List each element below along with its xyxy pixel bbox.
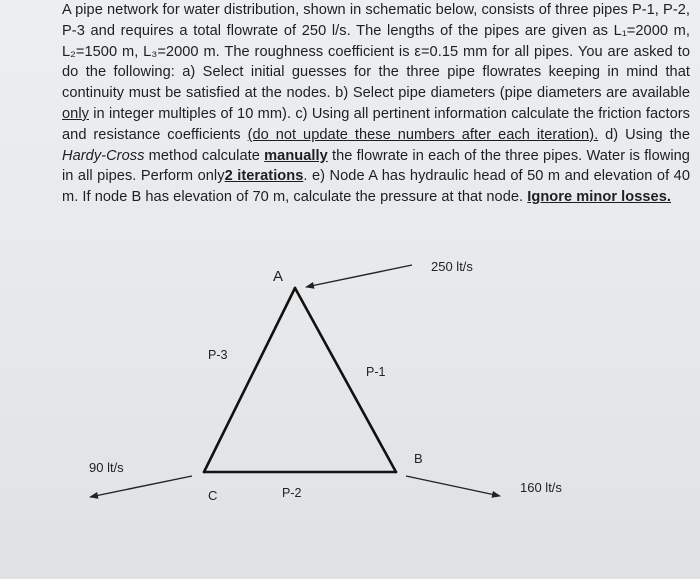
part-d-manually: manually bbox=[264, 147, 328, 164]
pipe-p3-line bbox=[204, 288, 295, 472]
inflow-a-label: 250 lt/s bbox=[431, 259, 473, 274]
part-d-text-2: method calculate bbox=[148, 147, 260, 164]
inflow-arrow-a bbox=[306, 265, 412, 287]
pipe-p1-line bbox=[295, 288, 396, 472]
node-a-label: A bbox=[273, 268, 284, 285]
part-a: a) Select initial guesses for the three pipe flowrates keeping in mind that continuity must be satisfied at the nodes. bbox=[62, 64, 690, 102]
node-c-label: C bbox=[208, 488, 218, 503]
part-d-method: Hardy-Cross bbox=[62, 147, 145, 164]
pipe-p2-label: P-2 bbox=[282, 486, 302, 500]
pipe-p1-label: P-1 bbox=[366, 365, 386, 379]
pipe-p3-label: P-3 bbox=[208, 348, 228, 362]
outflow-arrow-b bbox=[406, 476, 500, 496]
outflow-c-label: 90 lt/s bbox=[89, 460, 124, 475]
part-b-only: only bbox=[62, 105, 89, 122]
part-d-text-3: the flowrate in each of the three pipes. Water is flowing in all pipes. Perform only bbox=[62, 147, 690, 185]
part-d-text-4: . bbox=[303, 168, 308, 185]
part-d-iterations: 2 iterations bbox=[224, 168, 304, 185]
part-b-text-1: b) Select pipe diameters (pipe diameters are available bbox=[335, 85, 690, 102]
part-c-underlined: (do not update these numbers after each iteration). bbox=[247, 126, 599, 143]
part-e: e) Node A has hydraulic head of 50 m and elevation of 40 m. If node B has elevation of 70 m, calculate the pressure at that node. bbox=[62, 168, 690, 206]
outflow-b-label: 160 lt/s bbox=[520, 480, 562, 495]
node-b-label: B bbox=[414, 451, 423, 466]
part-c-text-1: c) Using all pertinent information calculate the friction factors and resistance coefficients bbox=[62, 105, 690, 143]
part-b-text-2: in integer multiples of 10 mm). bbox=[93, 105, 292, 122]
part-d-text-1: d) Using the bbox=[605, 126, 691, 143]
ignore-minor-losses: Ignore minor losses. bbox=[527, 189, 671, 206]
problem-intro: A pipe network for water distribution, shown in schematic below, consists of three pipes P-1, P-2, P-3 and requires a total flowrate of 250 l/s. The lengths of the pipes are given as L₁=2000 m, L₂=1500 m, L₃=2000 m. The roughness coefficient is ε=0.15 mm for all pipes. You are asked to do the following: bbox=[62, 2, 690, 81]
outflow-arrow-c bbox=[90, 476, 192, 497]
